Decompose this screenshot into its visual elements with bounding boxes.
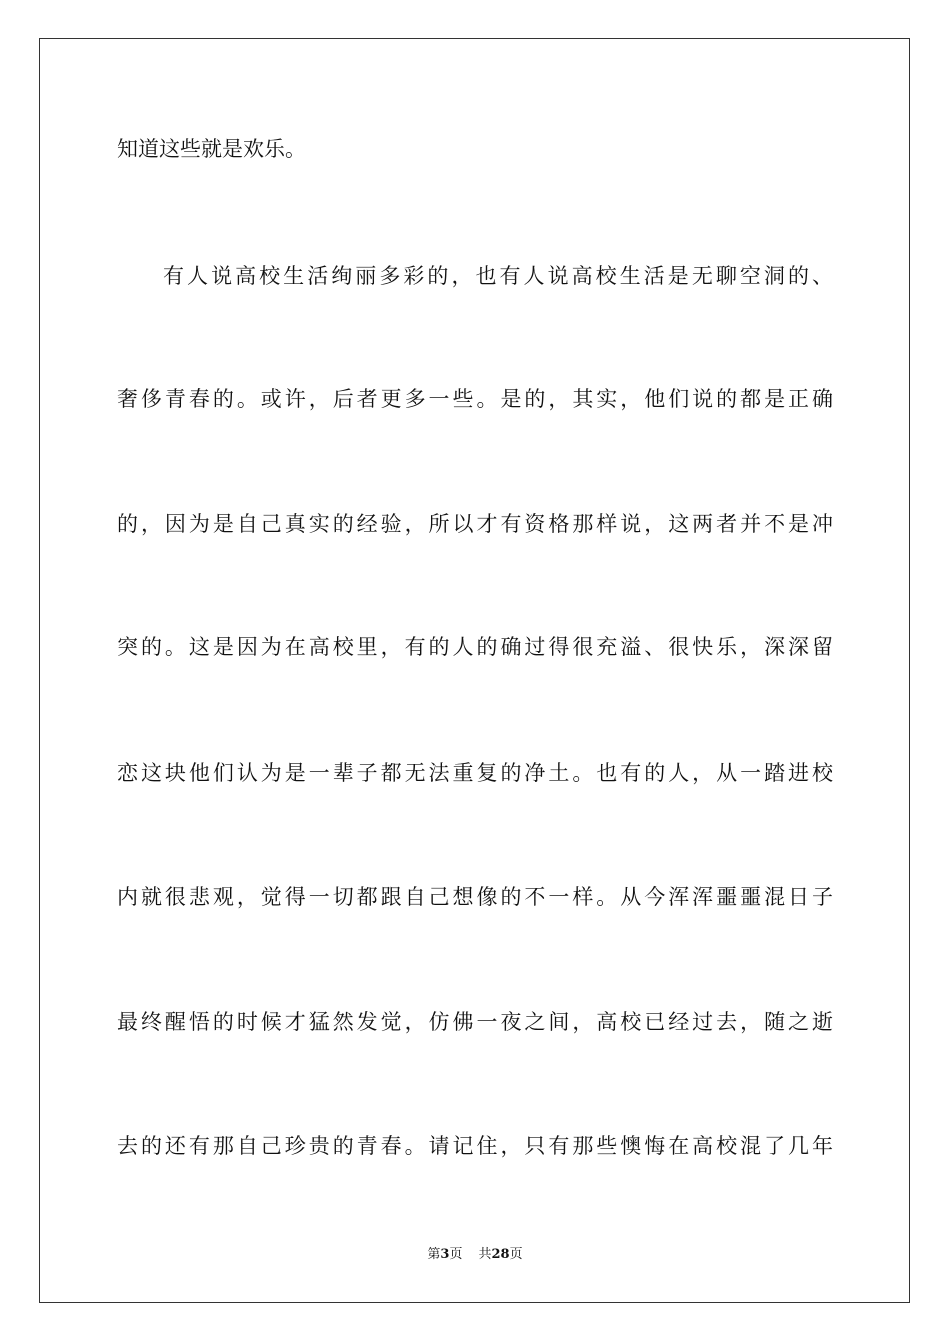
text-line-2: 有人说高校生活绚丽多彩的，也有人说高校生活是无聊空洞的、	[163, 264, 833, 288]
text-line-7: 内就很悲观，觉得一切都跟自己想像的不一样。从今浑浑噩噩混日子	[117, 885, 833, 909]
footer-page-prefix: 第	[427, 1247, 441, 1262]
text-line-3: 奢侈青春的。或许，后者更多一些。是的，其实，他们说的都是正确	[117, 387, 833, 411]
text-line-4: 的，因为是自己真实的经验，所以才有资格那样说，这两者并不是冲	[117, 512, 833, 536]
footer-page-suffix: 页	[449, 1247, 463, 1262]
text-line-8: 最终醒悟的时候才猛然发觉，仿佛一夜之间，高校已经过去，随之逝	[117, 1010, 833, 1034]
page-border	[39, 38, 910, 1303]
text-line-5: 突的。这是因为在高校里，有的人的确过得很充溢、很快乐，深深留	[117, 635, 833, 659]
text-line-9: 去的还有那自己珍贵的青春。请记住，只有那些懊悔在高校混了几年	[117, 1134, 833, 1158]
footer-page-number: 3	[440, 1247, 450, 1262]
text-line-6: 恋这块他们认为是一辈子都无法重复的净土。也有的人，从一踏进校	[117, 761, 833, 785]
footer-total-suffix: 页	[509, 1247, 523, 1262]
footer-total-prefix: 共	[478, 1247, 492, 1262]
text-line-1: 知道这些就是欢乐。	[117, 137, 306, 161]
page-footer	[0, 1247, 950, 1263]
footer-total-number: 28	[491, 1247, 510, 1262]
